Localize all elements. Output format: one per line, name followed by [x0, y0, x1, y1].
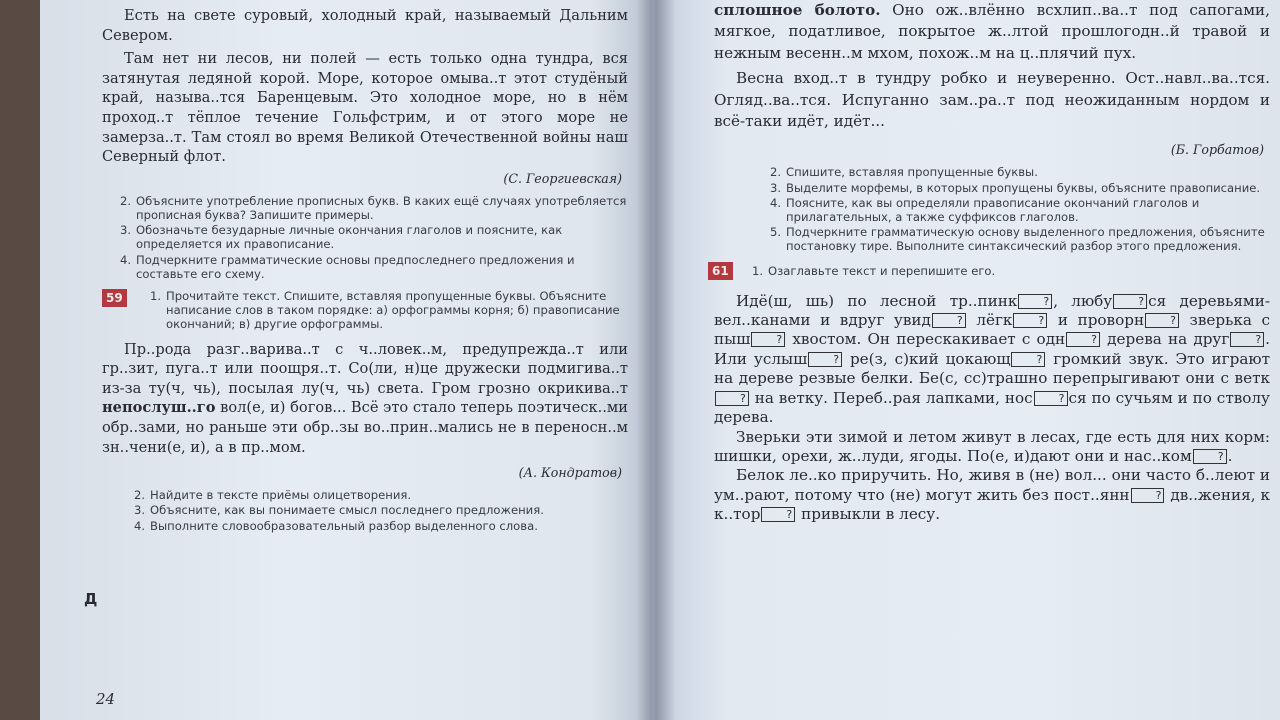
task-item: [120, 253, 628, 281]
exercise-59-header: [102, 289, 628, 332]
missing-letter-box: ?: [1113, 294, 1147, 309]
task-item: [752, 264, 1270, 278]
task-number: 5.: [770, 225, 782, 240]
missing-letter-box: ?: [1131, 488, 1165, 503]
task-item: [770, 225, 1270, 253]
task-number: 4.: [770, 195, 782, 210]
difficulty-mark: Д: [84, 590, 98, 608]
task-item: [134, 488, 628, 502]
task-text: Подчеркните грамматическую основу выделенного предложения, объясните постановку тире. Выполните синтаксический разбор этого предложения.: [786, 225, 1265, 254]
text-run: дв..жения, к к..тор: [714, 485, 1270, 524]
highlighted-word: непослуш..го: [102, 399, 216, 417]
text-run: , любу: [1053, 291, 1113, 310]
missing-letter-box: ?: [715, 391, 749, 406]
paragraph: Есть на свете суровый, холодный край, называемый Дальним Севером.: [102, 7, 628, 44]
attribution: (А. Кондратов): [518, 465, 622, 481]
task-number: 2.: [120, 193, 132, 208]
task-number: 3.: [134, 503, 146, 518]
text-run: Белок ле..ко приручить. Но, живя в (не) вол... они часто б..леют и ум..рают, потому что (не) могут жить без пост..янн: [714, 466, 1270, 504]
missing-letter-box: ?: [1018, 294, 1052, 309]
text-run: ре(з, с)кий цокающ: [843, 349, 1011, 368]
right-page: [652, 0, 1280, 720]
task-number: 1.: [752, 263, 764, 278]
exercise-number-badge: 59: [102, 289, 127, 307]
exercise-text: [102, 340, 628, 458]
task-item: [134, 519, 628, 533]
missing-letter-box: ?: [751, 332, 785, 347]
text-block-1: [102, 6, 628, 186]
missing-letter-box: ?: [1034, 391, 1068, 406]
attribution: (С. Георгиевская): [503, 170, 622, 186]
text-run: . Или услыш: [714, 330, 1270, 368]
task-item: [120, 194, 628, 222]
missing-letter-box: ?: [1066, 332, 1100, 347]
missing-letter-box: ?: [1230, 332, 1264, 347]
task-number: 2.: [770, 165, 782, 180]
missing-letter-box: ?: [1013, 313, 1047, 328]
book-gutter: [636, 0, 676, 720]
highlighted-sentence: сплошное болото.: [714, 1, 881, 19]
task-item: [120, 223, 628, 251]
task-text: Объясните, как вы понимаете смысл последнего предложения.: [150, 503, 544, 518]
paragraph: Там нет ни лесов, ни полей — есть только одна тундра, вся затянутая ледяной корой. Море, которое омыва..т этот студёный край, называ..тся Баренцевым. Это холодное море, но в нём проход..т тёплое течение Гольфстрим, и от этого море не замерза..т. Там стоял во время Великой Отечественной войны наш Северный флот.: [102, 50, 628, 166]
task-text: Выделите морфемы, в которых пропущены буквы, объясните правописание.: [786, 180, 1261, 195]
task-number: 4.: [120, 252, 132, 267]
text-run: вол(е, и) богов... Всё это стало теперь поэтическ..ми обр..зами, но раньше эти обр..зы во..прин..мались не в переносн..м зн..чени(е, и), а в пр..мом.: [102, 399, 628, 456]
exercise-61-header: [714, 264, 1270, 282]
task-text: Спишите, вставляя пропущенные буквы.: [786, 165, 1038, 180]
text-run: привыкли в лесу.: [796, 505, 941, 524]
task-number: 1.: [150, 288, 162, 303]
task-text: Найдите в тексте приёмы олицетворения.: [150, 488, 412, 503]
missing-letter-box: ?: [1145, 313, 1179, 328]
task-number: 2.: [134, 488, 146, 503]
text-run: дерева на друг: [1101, 330, 1230, 349]
task-item: [770, 181, 1270, 195]
task-text: Объясните употребление прописных букв. В каких ещё случаях употребляется прописная буква? Запишите примеры.: [136, 193, 627, 222]
text-run: хвостом. Он перескакивает с одн: [786, 330, 1066, 349]
task-list: [116, 488, 628, 533]
task-text: Выполните словообразовательный разбор выделенного слова.: [150, 518, 538, 533]
task-text: Прочитайте текст. Спишите, вставляя пропущенные буквы. Объясните написание слов в таком порядке: а) орфограммы корня; б) правописание окончаний; в) другие орфограммы.: [166, 288, 620, 332]
task-text: Подчеркните грамматические основы предпоследнего предложения и составьте его схему.: [136, 252, 575, 281]
text-run: на ветку. Переб..рая лапками, нос: [749, 388, 1033, 407]
text-run: ся деревьями-вел..канами и вдруг увид: [714, 291, 1270, 330]
task-item: [134, 503, 628, 517]
text-run: громкий звук. Это играют на дереве резвые белки. Бе(с, сс)трашно перепрыгивают они с ветк: [714, 349, 1271, 388]
page-number: 24: [96, 690, 116, 708]
text-run: Идё(ш, шь) по лесной тр..пинк: [736, 291, 1018, 310]
missing-letter-box: ?: [1193, 449, 1227, 464]
text-run: Оно ож..влённо всхлип..ва..т под сапогами, мягкое, податливое, покрытое ж..лтой прошлогодн..й травой и нежным весенн..м мхом, похож..м на ц..плячий пух.: [714, 1, 1270, 62]
task-list: [752, 165, 1270, 253]
task-text: Поясните, как вы определяли правописание окончаний глаголов и прилагательных, а также суффиксов глаголов.: [786, 195, 1200, 225]
missing-letter-box: ?: [761, 507, 795, 522]
text-run: ся по сучьям и по стволу дерева.: [714, 388, 1270, 427]
task-text: Обозначьте безударные личные окончания глаголов и поясните, как определяется их правописание.: [136, 223, 563, 252]
exercise-text: [714, 466, 1270, 524]
text-run: Пр..рода разг..варива..т с ч..ловек..м, предупрежда..т или гр..зит, пуга..т или поощря..т. Со(ли, н)це дружески подмигива..т из-за ту(ч, чь), посылая лу(ч, чь) света. Гром грозно окрикива..т: [102, 340, 628, 397]
missing-letter-box: ?: [932, 313, 966, 328]
task-number: 3.: [770, 180, 782, 195]
task-item: [770, 165, 1270, 179]
paragraph: Весна вход..т в тундру робко и неуверенно. Ост..навл..ва..тся. Огляд..ва..тся. Испуганно зам..ра..т под неожиданным нордом и всё-таки идёт, идёт...: [714, 69, 1270, 131]
text-run: и проворн: [1048, 311, 1145, 330]
text-run: лёгк: [966, 311, 1013, 330]
text-run: .: [1227, 446, 1233, 465]
task-item: [150, 289, 628, 332]
missing-letter-box: ?: [1011, 352, 1045, 367]
task-item: [770, 196, 1270, 224]
text-run: Зверьки эти зимой и летом живут в лесах, где есть для них корм: шишки, орехи, ж..луди, ягоды. По(е, и)дают они и нас..ком: [714, 427, 1270, 465]
task-text: Озаглавьте текст и перепишите его.: [768, 263, 996, 278]
task-number: 3.: [120, 223, 132, 238]
task-number: 4.: [134, 518, 146, 533]
exercise-text: [714, 428, 1270, 467]
text-run: зверька с пыш: [714, 311, 1271, 349]
paragraph: [714, 0, 1270, 64]
missing-letter-box: ?: [808, 352, 842, 367]
exercise-text: [714, 292, 1270, 428]
exercise-number-badge: 61: [708, 262, 733, 280]
task-list: [102, 194, 628, 281]
left-page: [40, 0, 652, 720]
attribution: (Б. Горбатов): [1170, 142, 1264, 158]
